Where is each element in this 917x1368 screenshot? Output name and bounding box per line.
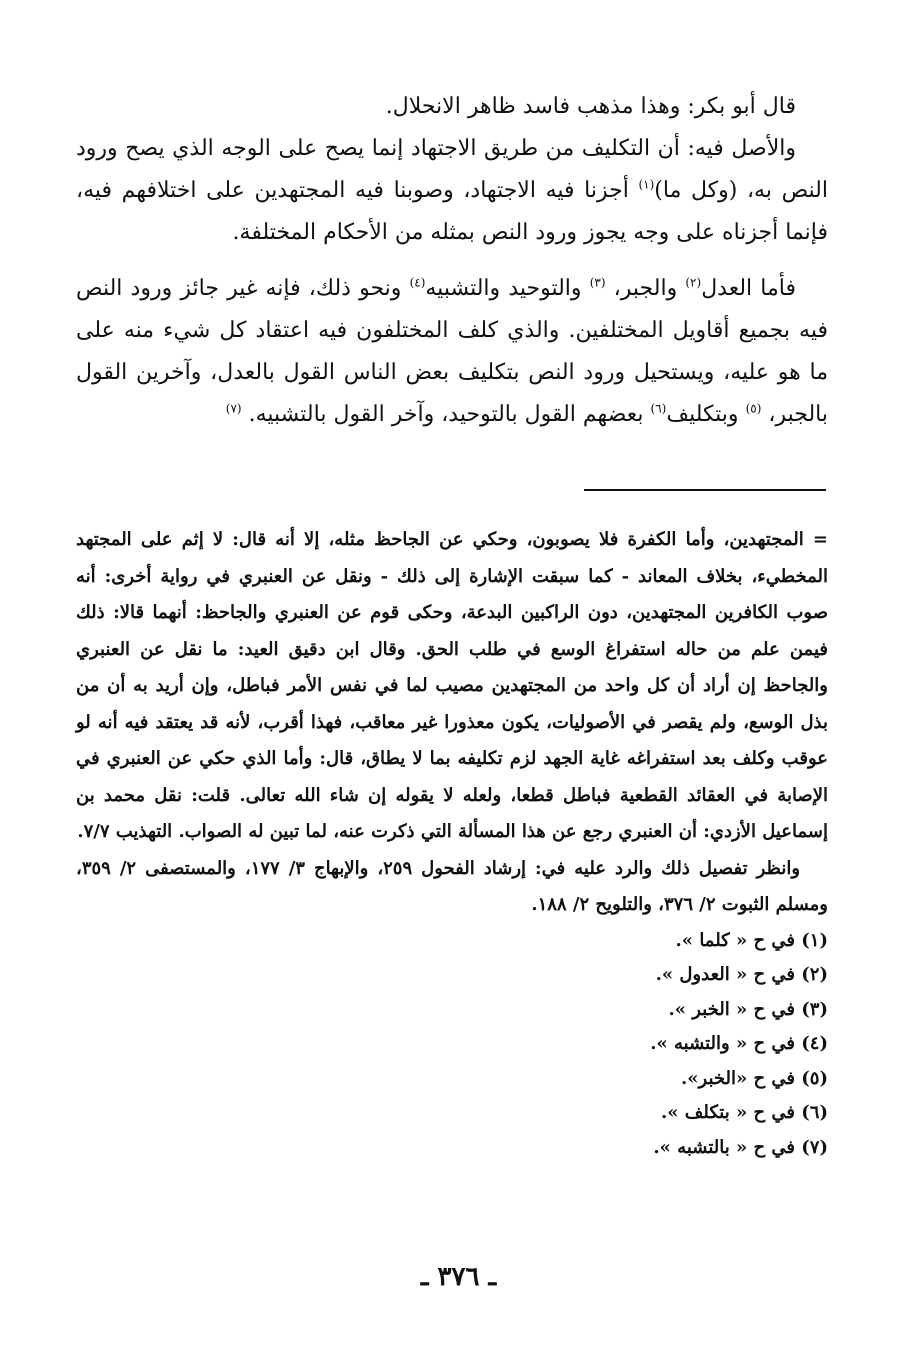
footnote-marker-3: (٣) [589,275,606,290]
footnote-item: (١) في ح « كلما ». [675,929,828,951]
paragraph-2 [76,128,828,254]
footnote-continuation: = المجتهدين، وأما الكفرة فلا يصوبون، وحكي عن الجاحظ مثله، إلا أنه قال: لا إثم على المجتهد المخطيء، بخلاف المعاند - كما سبقت الإشارة إلى ذلك - ونقل عن العنبري في رواية أخرى: أنه صوب الكافرين المجتهدين، دون الراكبين البدعة، وحكى قوم عن العنبري والجاحظ: أنهما قالا: ذلك فيمن علم من حاله استفراغ الوسع في طلب الحق. وقال ابن دقيق العيد: ما نقل عن العنبري والجاحظ إن أراد أن كل واحد من المجتهدين مصيب لما في نفس الأمر فباطل، وإن أريد به أن من بذل الوسع، ولم يقصر في الأصوليات، يكون معذورا غير معاقب، فهذا أقرب، لأنه قد يعتقد فيه أنه لو عوقب وكلف بعد استفراغه غاية الجهد لزم تكليفه بما لا يطاق، قال: وأما الذي حكي عن العنبري في الإصابة في العقائد القطعية فباطل قطعا، ولعله لا يقوله إن شاء الله تعالى. قلت: نقل محمد بن إسماعيل الأزدي: أن العنبري رجع عن هذا المسألة التي ذكرت عنه، لما تبين له الصواب. التهذيب ٧/٧. [76,529,828,842]
footnote-item: (٤) في ح « والتشبه ». [650,1033,828,1054]
footnote-item: (٣) في ح « الخبر ». [668,998,828,1020]
footnote-item: (٢) في ح « العدول ». [655,964,828,985]
paragraph-1-text: قال أبو بكر: وهذا مذهب فاسد ظاهر الانحلال. [385,94,796,119]
paragraph-3-text-d: ونحو ذلك، فإنه غير جائز ورود النص فيه بجميع أقاويل المختلفين. والذي كلف المختلفون فيه اعتقاد كل شيء منه على ما هو عليه، ويستحيل ورود النص بتكليف بعض الناس القول بالعدل، وآخرين القول بالجبر، [76,276,828,427]
footnote-marker-7: (٧) [225,401,242,416]
footnote-item: (٥) في ح «الخبر». [681,1067,828,1089]
footnote-marker-2: (٢) [685,275,702,290]
footnote-marker-1: (١) [638,177,655,192]
paragraph-2-text-a: والأصل فيه: أن التكليف من طريق الاجتهاد إنما يصح على الوجه الذي يصح ورود النص به، (وكل ما) [76,136,828,203]
page-number: ـ ٣٧٦ ـ [420,1262,497,1292]
footnote-marker-4: (٤) [409,275,426,290]
footnote-separator [584,489,826,491]
paragraph-2-text-b: أجزنا فيه الاجتهاد، وصوبنا فيه المجتهدين على اختلافهم فيه، فإنما أجزناه على وجه يجوز ورود النص بمثله من الأحكام المختلفة. [76,178,828,245]
paragraph-1 [76,86,828,128]
paragraph-3 [76,268,828,436]
paragraph-3-text-c: والتوحيد والتشبيه [425,276,590,301]
main-text [76,86,828,436]
footnote-item: (٦) في ح « بتكلف ». [660,1102,828,1123]
paragraph-3-text-a: فأما العدل [701,276,797,301]
footnote-marker-5: (٥) [745,401,762,416]
footnote-references: وانظر تفصيل ذلك والرد عليه في: إرشاد الفحول ٢٥٩، والإبهاج ٣/ ١٧٧، والمستصفى ٢/ ٣٥٩، ومسلم الثبوت ٢/ ٣٧٦، والتلويح ٢/ ١٨٨. [76,857,828,915]
footnotes [76,522,828,1165]
footnote-item: (٧) في ح « بالتشبه ». [653,1136,828,1158]
paragraph-3-text-f: بعضهم القول بالتوحيد، وآخر القول بالتشبيه. [241,402,651,427]
paragraph-3-text-b: والجبر، [605,276,686,301]
footnote-list [76,924,828,1166]
footnote-marker-6: (٦) [650,401,667,416]
paragraph-3-text-e: وبتكليف [666,402,746,427]
